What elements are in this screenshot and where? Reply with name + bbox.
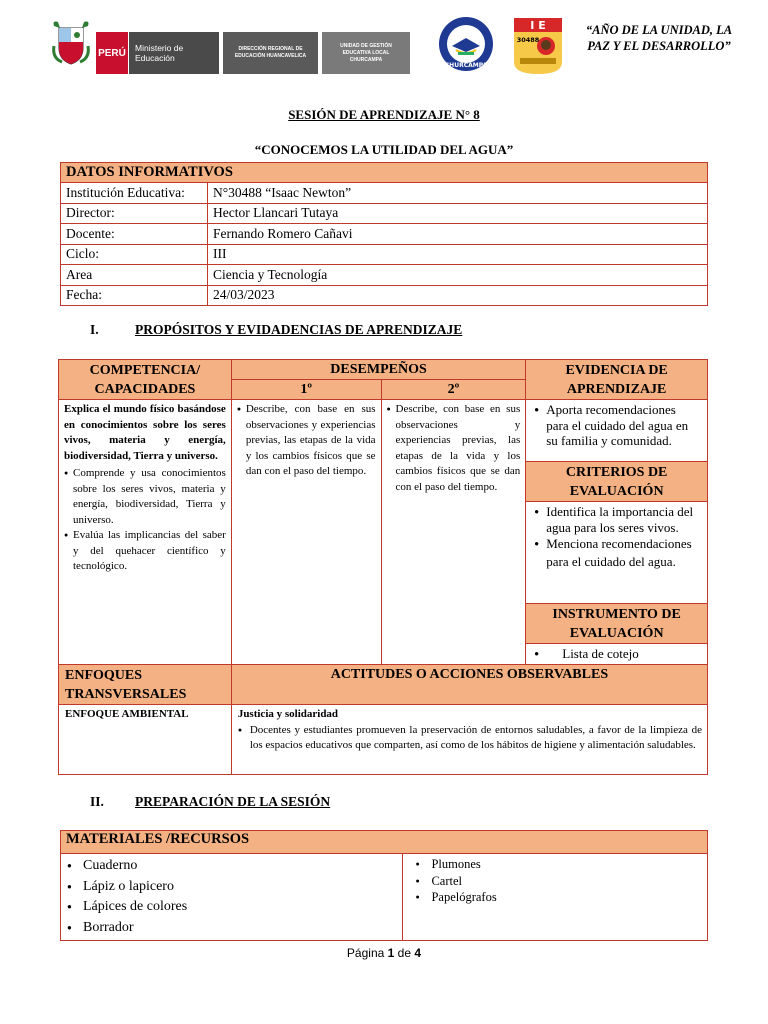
criterios-cell [526,502,708,604]
table-row [61,285,708,306]
table-row [61,183,708,204]
datos-value: N°30488 “Isaac Newton” [208,183,708,204]
table-row [61,244,708,265]
ie-logo-number: 30488 [516,36,540,44]
desempeno-item: ● Describe, con base en sus observaciones y experiencias previas, las etapas de la vida y los cambios físicos que se dan con el paso del tiempo. [237,402,376,480]
datos-label: Ciclo: [61,244,208,265]
materials-heading: MATERIALES /RECURSOS [61,831,708,854]
list-item: ● Lápices de colores [67,897,396,918]
table-row [61,203,708,224]
year-motto: “AÑO DE LA UNIDAD, LA PAZ Y EL DESARROLLO” [585,23,733,53]
enfoque-ambiental: ENFOQUE AMBIENTAL [59,705,232,775]
datos-label: Institución Educativa: [61,183,208,204]
desempeno-item: ● Describe, con base en sus observaciones y experiencias previas, las etapas de la vida y los cambios físicos que se dan con el paso del tiempo. [387,402,521,495]
section-1-title: PROPÓSITOS Y EVIDADENCIAS DE APRENDIZAJE [135,322,463,337]
table-row [61,265,708,286]
ie-30488-logo-icon [514,18,562,74]
competencia-cell [59,400,232,665]
footer-middle: de [397,946,412,960]
criterio-item: ● Identifica la importancia del agua para los seres vivos. [532,504,701,535]
list-item: ● Papelógrafos [409,889,701,906]
list-item: ● Borrador [67,918,396,939]
instrumento-cell [526,644,708,665]
criterio-item: ● Menciona recomendaciones para el cuidado del agua. [532,535,701,570]
criterios-heading: CRITERIOS DE EVALUACIÓN [526,462,708,502]
capacidad-item: ● Comprende y usa conocimientos sobre los seres vivos, materia y energía, biodiversidad, Tierra y universo. [64,466,226,528]
page-footer [0,946,768,960]
desempeno-2-cell [381,400,526,665]
school-logo-text: CHURCAMPA [444,62,488,69]
desempeno-1-cell [231,400,381,665]
peru-label: PERÚ [96,32,128,74]
instrumento-heading: INSTRUMENTO DE EVALUACIÓN [526,604,708,644]
actitudes-heading: ACTITUDES O ACCIONES OBSERVABLES [231,665,707,705]
ministry-banner [96,32,410,74]
datos-label: Docente: [61,224,208,245]
datos-value: Ciencia y Tecnología [208,265,708,286]
section-1-heading [90,322,462,338]
ugel-label: UNIDAD DE GESTIÓN EDUCATIVA LOCAL CHURCAMPA [322,32,410,74]
document-header [0,14,768,76]
enfoques-heading: ENFOQUES TRANSVERSALES [59,665,232,705]
actitud-item: ● Docentes y estudiantes promueven la preservación de entornos saludables, a favor de la limpieza de los espacios educativos que comparten, así como de los hábitos de higiene y alimentación saludables. [238,723,702,754]
datos-label: Fecha: [61,285,208,306]
dre-label: DIRECCIÓN REGIONAL DE EDUCACIÓN HUANCAVELICA [223,32,318,74]
ie-logo-top: I E [530,19,546,32]
materials-table [60,830,708,941]
datos-label: Director: [61,203,208,224]
actitudes-cell [231,705,707,775]
footer-prefix: Página [346,946,385,960]
grade-1-heading: 1º [231,380,381,400]
ugel-churcampa-logo-icon [438,16,494,72]
list-item: ● Cuaderno [67,856,396,877]
desempenos-heading: DESEMPEÑOS [231,360,525,380]
evidencia-item: ● Aporta recomendaciones para el cuidado del agua en su familia y comunidad. [532,402,701,449]
session-title: SESIÓN DE APRENDIZAJE N° 8 [288,107,480,122]
datos-value: Hector Llancari Tutaya [208,203,708,224]
peru-coat-of-arms-icon [50,18,92,66]
competencia-heading: COMPETENCIA/ CAPACIDADES [59,360,232,400]
footer-page: 1 [387,946,395,960]
section-2-heading [90,794,330,810]
list-item: ● Lápiz o lapicero [67,877,396,898]
capacidad-item: ● Evalúa las implicancias del saber y del quehacer científico y tecnológico. [64,528,226,575]
datos-heading: DATOS INFORMATIVOS [61,163,708,183]
section-2-number: II. [90,794,104,809]
materials-right-cell [403,854,708,941]
grade-2-heading: 2º [381,380,526,400]
instrumento-item: ● Lista de cotejo [532,646,701,662]
datos-value: III [208,244,708,265]
session-topic: “CONOCEMOS LA UTILIDAD DEL AGUA” [254,142,514,157]
footer-total: 4 [414,946,422,960]
section-2-title: PREPARACIÓN DE LA SESIÓN [135,794,331,809]
datos-label: Area [61,265,208,286]
list-item: ● Plumones [409,856,701,873]
valor-text: Justicia y solidaridad [237,708,339,720]
evidencia-cell [526,400,708,462]
datos-value: Fernando Romero Cañavi [208,224,708,245]
minedu-label: Ministerio de Educación [129,32,219,74]
list-item: ● Cartel [409,873,701,890]
datos-informativos-table [60,162,708,306]
evidencia-heading: EVIDENCIA DE APRENDIZAJE [526,360,708,400]
section-1-number: I. [90,322,99,337]
datos-value: 24/03/2023 [208,285,708,306]
purposes-table [58,359,708,775]
competencia-text: Explica el mundo físico basándose en conocimientos sobre los seres vivos, materia y energía, biodiversidad, Tierra y universo. [64,403,226,462]
table-row [61,224,708,245]
materials-left-cell [61,854,403,941]
